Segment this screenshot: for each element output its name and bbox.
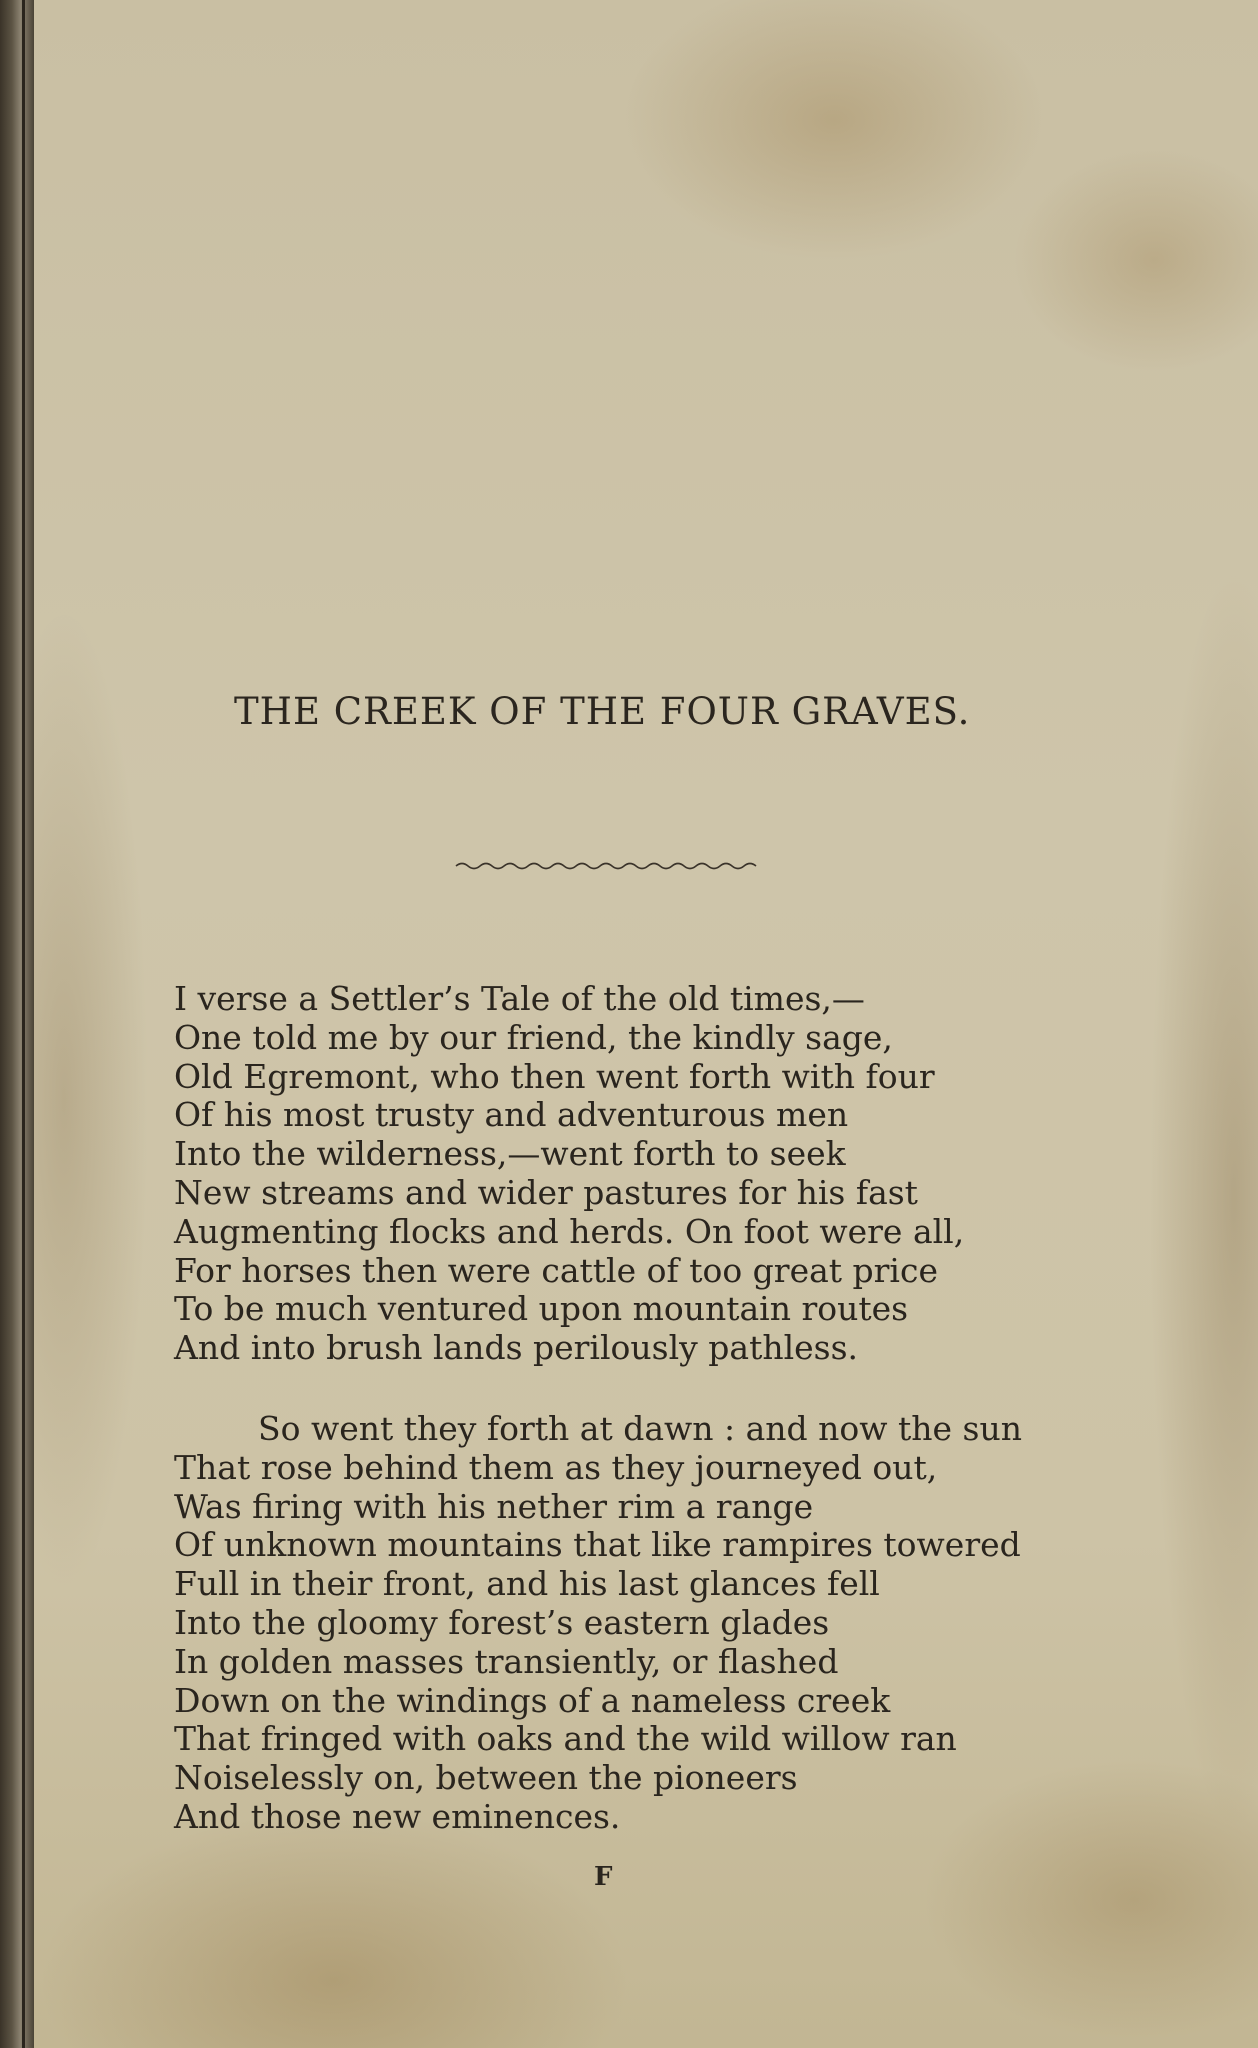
poem-line: And those new eminences. [174, 1796, 621, 1836]
poem-line: That rose behind them as they journeyed out, [174, 1447, 938, 1487]
wavy-ornament-rule [454, 858, 764, 874]
poem-stanza-2 [174, 1410, 1074, 1837]
book-spine-edge [0, 0, 34, 2048]
poem-stanza-1 [174, 980, 1074, 1368]
poem-line: In golden masses transiently, or flashed [174, 1641, 839, 1681]
poem-line: Of unknown mountains that like rampires towered [174, 1525, 1021, 1565]
poem-line: That fringed with oaks and the wild willow ran [174, 1719, 957, 1759]
spine-gutter-line [22, 0, 25, 2048]
poem-line: Full in their front, and his last glances fell [174, 1564, 880, 1604]
poem-line: New streams and wider pastures for his fast [174, 1172, 918, 1212]
poem-line: Into the wilderness,—went forth to seek [174, 1134, 846, 1174]
poem-line: So went they forth at dawn : and now the sun [258, 1409, 1022, 1448]
poem-line: Of his most trusty and adventurous men [174, 1095, 849, 1135]
poem-line: Old Egremont, who then went forth with four [174, 1056, 935, 1096]
poem-line: Was firing with his nether rim a range [174, 1486, 814, 1526]
poem-line: Down on the windings of a nameless creek [174, 1680, 891, 1720]
poem-line: I verse a Settler’s Tale of the old times,— [174, 979, 865, 1018]
book-page [34, 0, 1258, 2048]
poem-line: Noiselessly on, between the pioneers [174, 1758, 798, 1798]
poem-title: THE CREEK OF THE FOUR GRAVES. [234, 690, 971, 733]
poem-line: To be much ventured upon mountain routes [174, 1289, 909, 1329]
poem-line: And into brush lands perilously pathless. [174, 1328, 859, 1368]
printer-signature-mark: F [594, 1862, 613, 1892]
poem-line: For horses then were cattle of too great price [174, 1250, 938, 1290]
poem-line: One told me by our friend, the kindly sage, [174, 1017, 893, 1057]
poem-line: Into the gloomy forest’s eastern glades [174, 1602, 830, 1642]
poem-line: Augmenting flocks and herds. On foot were all, [174, 1211, 965, 1251]
